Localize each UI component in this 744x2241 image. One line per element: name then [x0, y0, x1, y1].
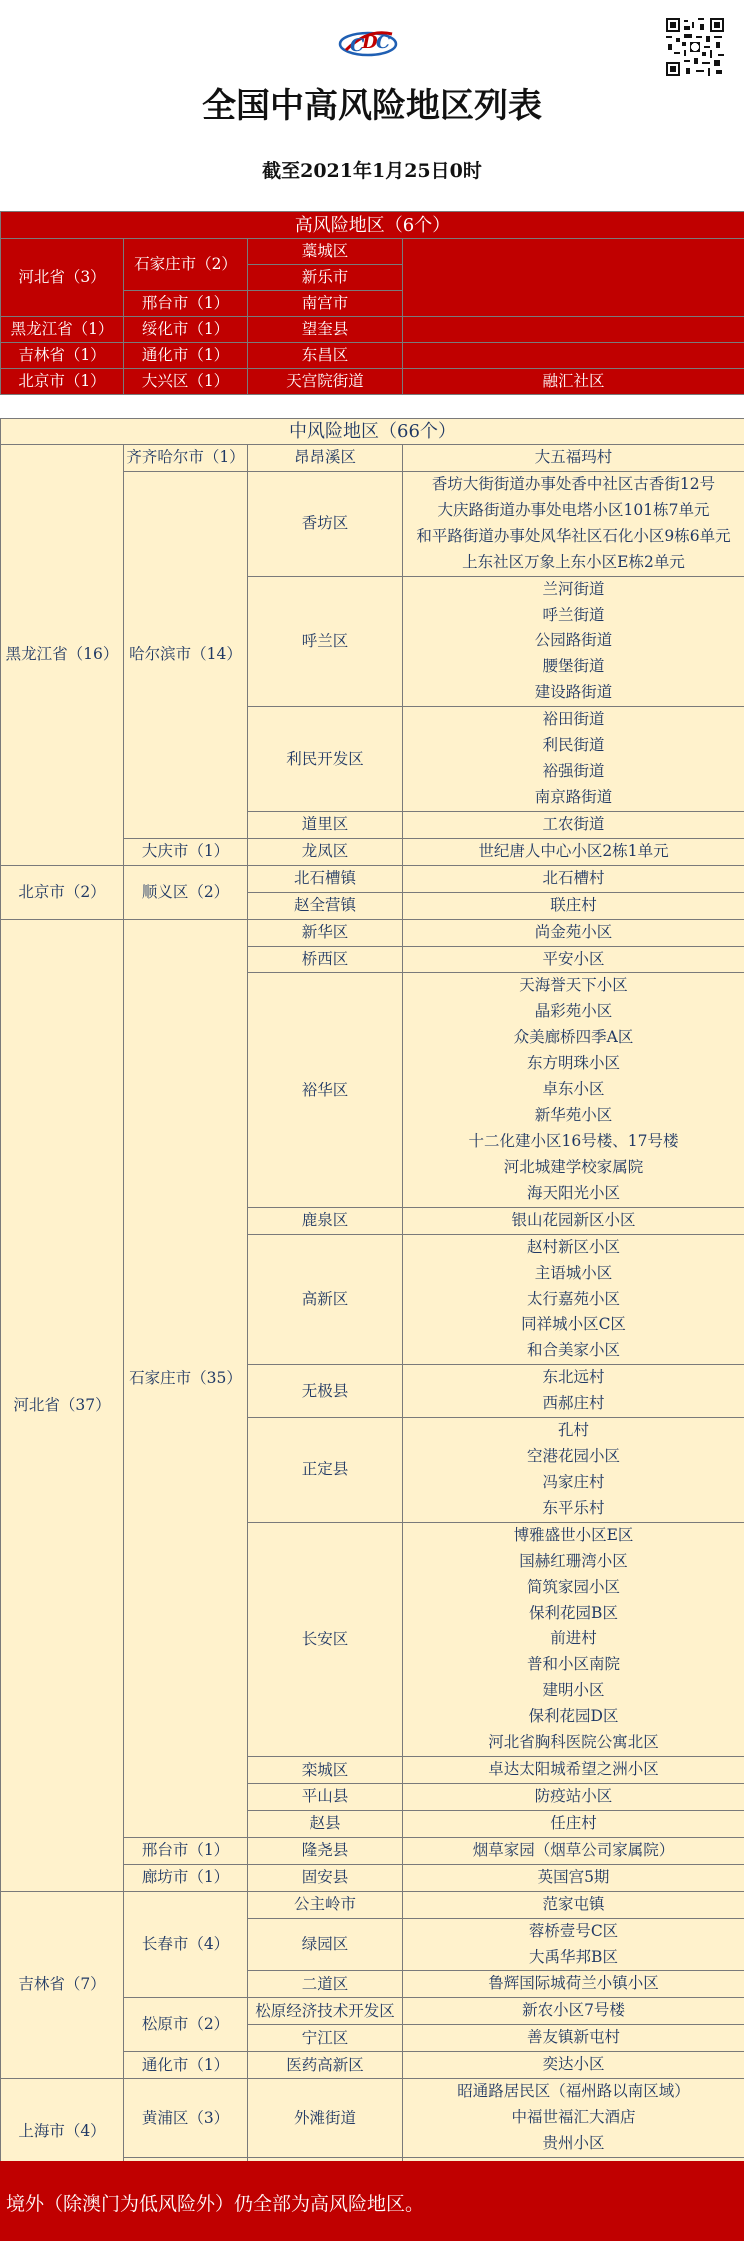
district-cell: 平山县 [248, 1784, 403, 1811]
address-line: 保利花园B区 [529, 1603, 618, 1622]
address-cell [403, 471, 744, 576]
district-cell: 松原经济技术开发区 [248, 1998, 403, 2025]
address-cell [403, 1837, 744, 1864]
address-cell [403, 445, 744, 472]
district-cell: 昂昂溪区 [248, 445, 403, 472]
province-cell: 上海市（4） [1, 2079, 124, 2185]
address-line: 河北省胸科医院公寓北区 [488, 1733, 659, 1752]
address-cell [403, 343, 744, 369]
address-line: 腰堡街道 [542, 657, 605, 676]
district-cell: 望奎县 [248, 317, 403, 343]
address-line: 东平乐村 [542, 1498, 605, 1517]
address-line: 和平路街道办事处风华社区石化小区9栋6单元 [416, 526, 731, 545]
address-line: 北石槽村 [542, 868, 605, 887]
district-cell: 香坊区 [248, 471, 403, 576]
address-cell [403, 1418, 744, 1523]
address-cell [403, 239, 744, 317]
address-line: 范家屯镇 [542, 1894, 605, 1913]
province-cell: 黑龙江省（16） [1, 445, 124, 866]
address-line: 西郝庄村 [542, 1394, 605, 1413]
risk-area-table [0, 211, 744, 2185]
address-cell [403, 1784, 744, 1811]
address-line: 善友镇新屯村 [527, 2028, 621, 2047]
svg-text:D: D [362, 32, 378, 53]
city-cell: 石家庄市（35） [124, 919, 248, 1837]
district-cell: 龙凤区 [248, 838, 403, 865]
district-cell: 固安县 [248, 1864, 403, 1891]
district-cell: 绿园区 [248, 1918, 403, 1971]
province-cell: 北京市（2） [1, 865, 124, 919]
address-cell [403, 317, 744, 343]
district-cell: 宁江区 [248, 2025, 403, 2052]
qr-code-icon [666, 18, 724, 76]
district-cell: 隆尧县 [248, 1837, 403, 1864]
address-line: 英国宫5期 [537, 1867, 610, 1886]
svg-text:C: C [350, 35, 365, 56]
address-line: 防疫站小区 [534, 1787, 613, 1806]
overseas-note: 境外（除澳门为低风险外）仍全部为高风险地区。 [0, 2161, 744, 2241]
address-cell [403, 1918, 744, 1971]
district-cell: 医药高新区 [248, 2052, 403, 2079]
address-line: 建明小区 [542, 1681, 605, 1700]
province-cell: 吉林省（7） [1, 1891, 124, 2078]
district-cell: 裕华区 [248, 973, 403, 1207]
address-line: 上东社区万象上东小区E栋2单元 [462, 552, 685, 571]
address-line: 保利花园D区 [528, 1707, 619, 1726]
address-line: 普和小区南院 [527, 1655, 621, 1674]
address-line: 晶彩苑小区 [534, 1002, 613, 1021]
district-cell: 长安区 [248, 1522, 403, 1756]
district-cell: 新乐市 [248, 265, 403, 291]
city-cell: 通化市（1） [124, 343, 248, 369]
address-cell [403, 2025, 744, 2052]
address-line: 十二化建小区16号楼、17号楼 [468, 1131, 679, 1150]
address-cell: 融汇社区 [403, 369, 744, 395]
address-line: 卓东小区 [542, 1080, 605, 1099]
city-cell: 大兴区（1） [124, 369, 248, 395]
address-cell [403, 973, 744, 1207]
city-cell: 通化市（1） [124, 2052, 248, 2079]
address-line: 鲁辉国际城荷兰小镇小区 [488, 1974, 659, 1993]
address-line: 河北城建学校家属院 [503, 1157, 644, 1176]
address-line: 简筑家园小区 [527, 1577, 621, 1596]
district-cell: 利民开发区 [248, 707, 403, 812]
address-cell [403, 892, 744, 919]
district-cell: 天宫院街道 [248, 369, 403, 395]
address-line: 中福世福汇大酒店 [511, 2108, 636, 2127]
district-cell: 栾城区 [248, 1757, 403, 1784]
city-cell: 邢台市（1） [124, 291, 248, 317]
district-cell: 新华区 [248, 919, 403, 946]
address-line: 前进村 [550, 1629, 597, 1648]
address-cell [403, 811, 744, 838]
address-cell [403, 1810, 744, 1837]
address-cell [403, 1234, 744, 1365]
district-cell: 北石槽镇 [248, 865, 403, 892]
address-line: 大禹华邦B区 [529, 1947, 618, 1966]
city-cell: 邢台市（1） [124, 1837, 248, 1864]
address-line: 众美廊桥四季A区 [513, 1028, 634, 1047]
address-cell [403, 1971, 744, 1998]
address-line: 同祥城小区C区 [521, 1315, 626, 1334]
address-cell [403, 1864, 744, 1891]
district-cell: 藁城区 [248, 239, 403, 265]
province-cell: 吉林省（1） [1, 343, 124, 369]
address-cell [403, 707, 744, 812]
district-cell: 呼兰区 [248, 576, 403, 707]
address-line: 尚金苑小区 [534, 922, 613, 941]
city-cell: 顺义区（2） [124, 865, 248, 919]
address-line: 冯家庄村 [542, 1472, 605, 1491]
address-line: 赵村新区小区 [527, 1237, 621, 1256]
address-line: 天海誉天下小区 [519, 976, 628, 995]
district-cell: 南宫市 [248, 291, 403, 317]
address-line: 太行嘉苑小区 [527, 1289, 621, 1308]
city-cell: 廊坊市（1） [124, 1864, 248, 1891]
district-cell: 鹿泉区 [248, 1207, 403, 1234]
address-line: 国赫红珊湾小区 [519, 1551, 628, 1570]
page-header [0, 0, 744, 211]
address-line: 银山花园新区小区 [511, 1210, 636, 1229]
city-cell: 松原市（2） [124, 1998, 248, 2052]
address-line: 东北远村 [542, 1368, 605, 1387]
district-cell: 公主岭市 [248, 1891, 403, 1918]
address-line: 蓉桥壹号C区 [528, 1921, 619, 1940]
svg-text:C: C [376, 32, 391, 53]
address-line: 东方明珠小区 [527, 1054, 621, 1073]
address-line: 贵州小区 [542, 2134, 605, 2152]
district-cell: 无极县 [248, 1365, 403, 1418]
address-cell [403, 1522, 744, 1756]
address-cell [403, 1757, 744, 1784]
address-line: 兰河街道 [542, 579, 605, 598]
high-risk-section-header: 高风险地区（6个） [1, 212, 744, 239]
district-cell: 正定县 [248, 1418, 403, 1523]
district-cell: 高新区 [248, 1234, 403, 1365]
address-cell [403, 1207, 744, 1234]
address-line: 联庄村 [550, 895, 597, 914]
district-cell: 桥西区 [248, 946, 403, 973]
address-line: 卓达太阳城希望之洲小区 [488, 1760, 659, 1779]
address-line: 香坊大街街道办事处香中社区古香街12号 [431, 474, 716, 493]
address-cell [403, 865, 744, 892]
address-line: 奕达小区 [542, 2055, 605, 2074]
address-cell [403, 946, 744, 973]
address-line: 海天阳光小区 [527, 1183, 621, 1202]
city-cell: 大庆市（1） [124, 838, 248, 865]
address-line: 工农街道 [542, 814, 605, 833]
address-line: 公园路街道 [534, 631, 613, 650]
section-spacer [1, 395, 744, 419]
medium-risk-section-header: 中风险地区（66个） [1, 419, 744, 445]
address-line: 利民街道 [542, 736, 605, 755]
address-line: 呼兰街道 [542, 605, 605, 624]
address-line: 博雅盛世小区E区 [513, 1525, 634, 1544]
address-cell [403, 576, 744, 707]
address-line: 大五福玛村 [534, 448, 613, 466]
address-cell [403, 1891, 744, 1918]
district-cell: 道里区 [248, 811, 403, 838]
address-line: 世纪唐人中心小区2栋1单元 [478, 841, 669, 860]
district-cell: 外滩街道 [248, 2079, 403, 2158]
address-line: 新华苑小区 [534, 1106, 613, 1125]
city-cell: 石家庄市（2） [124, 239, 248, 291]
city-cell: 哈尔滨市（14） [124, 471, 248, 838]
address-line: 和合美家小区 [527, 1341, 621, 1360]
city-cell: 长春市（4） [124, 1891, 248, 1998]
address-line: 建设路街道 [534, 683, 613, 702]
district-cell: 赵县 [248, 1810, 403, 1837]
address-line: 孔村 [558, 1421, 590, 1440]
city-cell: 黄浦区（3） [124, 2079, 248, 2158]
address-cell [403, 838, 744, 865]
address-line: 任庄村 [550, 1813, 597, 1832]
address-line: 裕田街道 [542, 710, 605, 729]
as-of-date: 截至2021年1月25日0时 [262, 160, 482, 182]
district-cell: 二道区 [248, 1971, 403, 1998]
address-line: 昭通路居民区（福州路以南区域） [457, 2082, 690, 2101]
address-cell [403, 919, 744, 946]
district-cell: 赵全营镇 [248, 892, 403, 919]
address-line: 大庆路街道办事处电塔小区101栋7单元 [437, 500, 710, 519]
province-cell: 黑龙江省（1） [1, 317, 124, 343]
address-cell [403, 1365, 744, 1418]
province-cell: 河北省（37） [1, 919, 124, 1891]
district-cell: 东昌区 [248, 343, 403, 369]
province-cell: 北京市（1） [1, 369, 124, 395]
address-line: 平安小区 [542, 949, 605, 968]
address-line: 裕强街道 [542, 762, 605, 781]
page-title: 全国中高风险地区列表 [202, 86, 542, 126]
province-cell: 河北省（3） [1, 239, 124, 317]
cdc-logo [336, 24, 400, 60]
city-cell: 绥化市（1） [124, 317, 248, 343]
address-cell [403, 2079, 744, 2158]
address-line: 空港花园小区 [527, 1447, 621, 1466]
address-line: 主语城小区 [534, 1263, 613, 1282]
address-line: 新农小区7号楼 [522, 2001, 625, 2020]
address-cell [403, 1998, 744, 2025]
city-cell: 齐齐哈尔市（1） [124, 445, 248, 472]
address-line: 南京路街道 [534, 787, 613, 806]
address-cell [403, 2052, 744, 2079]
address-line: 烟草家园（烟草公司家属院） [472, 1840, 675, 1859]
